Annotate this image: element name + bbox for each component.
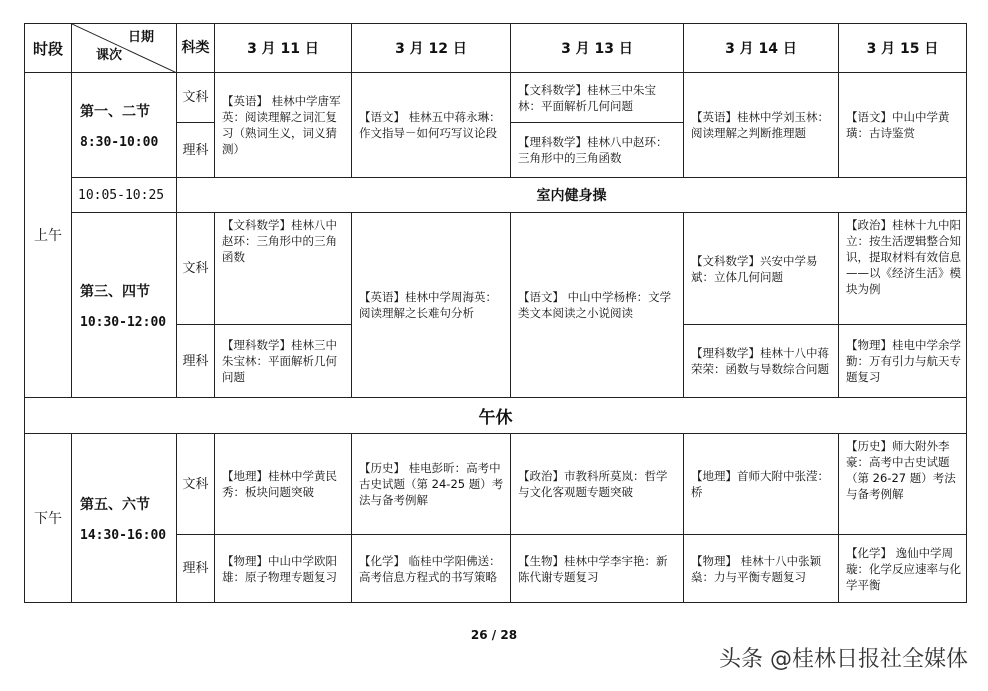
- lesson-p1-d2: 【语文】 桂林五中蒋永琳：作文指导－如何巧写议论段: [352, 73, 511, 178]
- type-wen-p3: 文科: [177, 434, 215, 535]
- lesson-p3-d4-wen: 【地理】首师大附中张滢：桥: [684, 434, 839, 535]
- period-3-cell: [72, 434, 177, 603]
- lesson-p2-d4-wen: 【文科数学】兴安中学易斌：立体几何问题: [684, 213, 839, 325]
- watermark-text: 头条 @桂林日报社全媒体: [719, 647, 968, 672]
- afternoon-label: 下午: [25, 434, 72, 603]
- header-subject-type: 科类: [177, 24, 215, 73]
- type-wen-p1: 文科: [177, 73, 215, 123]
- lesson-p3-d1-li: 【物理】中山中学欧阳雄：原子物理专题复习: [215, 535, 352, 603]
- break-time: 10:05-10:25: [72, 178, 177, 213]
- header-day-1: 3 月 11 日: [215, 24, 352, 73]
- lesson-p2-d5-wen: 【政治】桂林十九中阳立：按生活逻辑整合知识，提取材料有效信息——以《经济生活》模块为例: [839, 213, 967, 325]
- lesson-p1-d3-wen: 【文科数学】桂林三中朱宝林：平面解析几何问题: [511, 73, 684, 123]
- lesson-p1-d1: 【英语】 桂林中学唐军英：阅读理解之词汇复习（熟词生义，词义猜测）: [215, 73, 352, 178]
- period-3-time: 14:30-16:00: [80, 527, 167, 543]
- period-1-time: 8:30-10:00: [80, 134, 159, 150]
- period-3-name: 第五、六节: [80, 496, 150, 513]
- lesson-p3-d3-li: 【生物】桂林中学李宇艳：新陈代谢专题复习: [511, 535, 684, 603]
- header-slot: 时段: [25, 24, 72, 73]
- diagonal-line: [72, 24, 177, 73]
- lesson-p2-d5-li: 【物理】桂电中学余学勤：万有引力与航天专题复习: [839, 325, 967, 398]
- lesson-p2-d1-wen: 【文科数学】桂林八中赵环：三角形中的三角函数: [215, 213, 352, 325]
- schedule-table: [24, 23, 967, 603]
- page-number: 26 / 28: [470, 628, 518, 642]
- type-wen-p2: 文科: [177, 213, 215, 325]
- header-day-4: 3 月 14 日: [684, 24, 839, 73]
- period-2-cell: [72, 213, 177, 398]
- lunch-break: 午休: [25, 398, 967, 434]
- period-2-name: 第三、四节: [80, 283, 150, 300]
- header-period-label: 课次: [96, 48, 123, 63]
- lesson-p2-d3: 【语文】 中山中学杨桦：文学类文本阅读之小说阅读: [511, 213, 684, 398]
- type-li-p3: 理科: [177, 535, 215, 603]
- type-li-p1: 理科: [177, 123, 215, 178]
- morning-label: 上午: [25, 73, 72, 398]
- header-date-label: 日期: [127, 30, 154, 45]
- lesson-p3-d2-wen: 【历史】 桂电彭昕：高考中古史试题（第 24-25 题）考法与备考例解: [352, 434, 511, 535]
- header-day-2: 3 月 12 日: [352, 24, 511, 73]
- period-1-cell: [72, 73, 177, 178]
- lesson-p3-d5-wen: 【历史】师大附外李豪：高考中古史试题（第 26-27 题）考法与备考例解: [839, 434, 967, 535]
- period-2-time: 10:30-12:00: [80, 314, 167, 330]
- type-li-p2: 理科: [177, 325, 215, 398]
- lesson-p3-d4-li: 【物理】 桂林十八中张颖燊：力与平衡专题复习: [684, 535, 839, 603]
- lesson-p3-d5-li: 【化学】 逸仙中学周璇：化学反应速率与化学平衡: [839, 535, 967, 603]
- header-day-3: 3 月 13 日: [511, 24, 684, 73]
- period-1-name: 第一、二节: [80, 103, 150, 120]
- lesson-p1-d5: 【语文】中山中学黄璜：古诗鉴赏: [839, 73, 967, 178]
- header-diagonal-cell: [72, 24, 177, 73]
- lesson-p1-d3-li: 【理科数学】桂林八中赵环：三角形中的三角函数: [511, 123, 684, 178]
- header-day-5: 3 月 15 日: [839, 24, 967, 73]
- lesson-p2-d4-li: 【理科数学】桂林十八中蒋荣荣：函数与导数综合问题: [684, 325, 839, 398]
- lesson-p1-d4: 【英语】桂林中学刘玉林：阅读理解之判断推理题: [684, 73, 839, 178]
- lesson-p3-d1-wen: 【地理】桂林中学黄民秀：板块问题突破: [215, 434, 352, 535]
- lesson-p3-d3-wen: 【政治】市教科所莫岚：哲学与文化客观题专题突破: [511, 434, 684, 535]
- lesson-p2-d1-li: 【理科数学】桂林三中朱宝林：平面解析几何问题: [215, 325, 352, 398]
- lesson-p3-d2-li: 【化学】 临桂中学阳佛送：高考信息方程式的书写策略: [352, 535, 511, 603]
- break-activity: 室内健身操: [177, 178, 967, 213]
- lesson-p2-d2: 【英语】桂林中学周海英：阅读理解之长难句分析: [352, 213, 511, 398]
